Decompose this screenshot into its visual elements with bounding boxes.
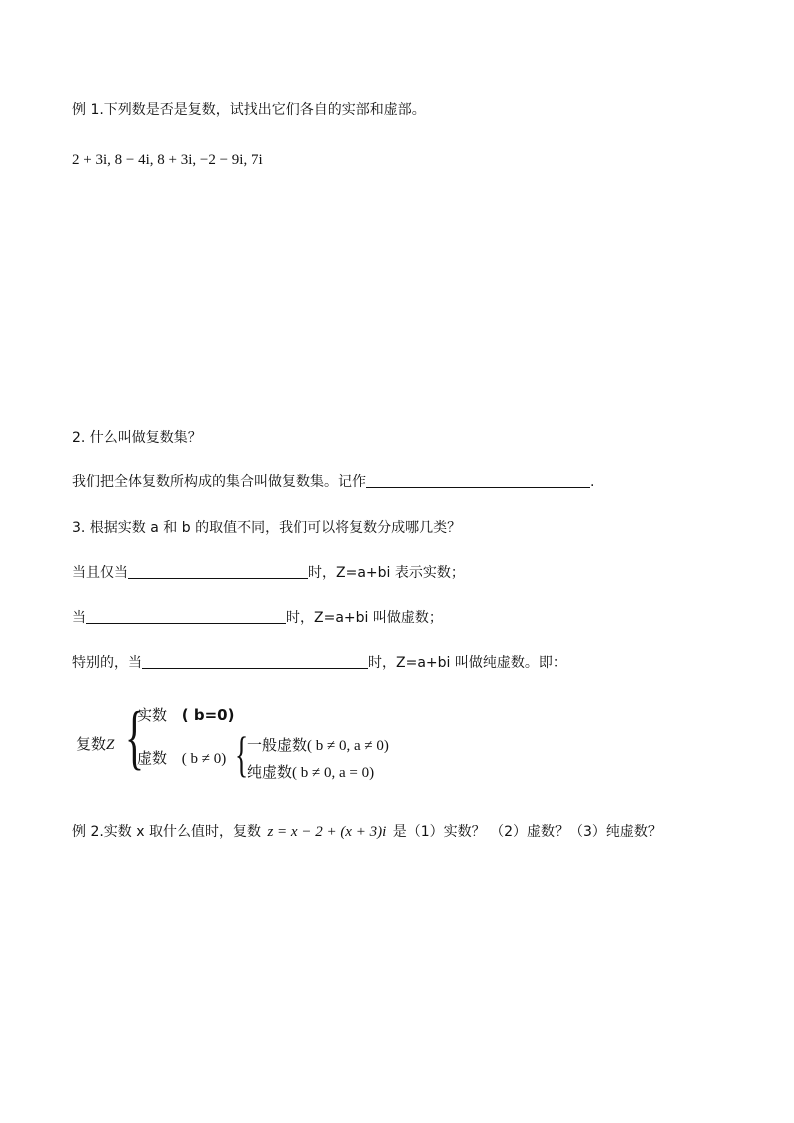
q3-title: 3. 根据实数 a 和 b 的取值不同，我们可以将复数分成哪几类？ — [72, 520, 462, 536]
example2-formula: z = x − 2 + (x + 3)i — [267, 824, 387, 840]
q3-line1 — [72, 563, 465, 583]
q3-line3-pre: 特别的，当 — [72, 655, 142, 671]
q3-line2-pre: 当 — [72, 610, 86, 626]
q2-blank[interactable] — [366, 472, 590, 488]
root-label: 复数Z — [76, 735, 115, 753]
q3-line3-blank[interactable] — [142, 653, 368, 669]
example2-post: 是（1）实数？ （2）虚数？（3）纯虚数？ — [392, 824, 662, 840]
q2-title: 2. 什么叫做复数集？ — [72, 430, 202, 446]
imag-branch: 虚数 ( b ≠ 0) — [137, 749, 227, 767]
real-branch: 实数 ( b=0) — [137, 706, 235, 724]
q3-line1-post: 时，Z=a+bi 表示实数； — [308, 565, 465, 581]
q3-line1-blank[interactable] — [128, 563, 308, 579]
q3-line3-post: 时，Z=a+bi 叫做纯虚数。即： — [368, 655, 567, 671]
q3-line2-blank[interactable] — [86, 608, 286, 624]
brace-outer: { — [125, 697, 145, 777]
q3-line2-post: 时，Z=a+bi 叫做虚数； — [286, 610, 443, 626]
general-imag-branch: 一般虚数( b ≠ 0, a ≠ 0) — [247, 736, 389, 754]
example1-title: 例 1.下列数是否是复数，试找出它们各自的实部和虚部。 — [72, 102, 426, 118]
q3-line1-pre: 当且仅当 — [72, 565, 128, 581]
example2-pre: 例 2.实数 x 取什么值时，复数 — [72, 824, 261, 840]
q2-statement — [72, 472, 594, 492]
example2 — [72, 822, 662, 842]
q3-line2 — [72, 608, 443, 628]
brace-inner: { — [235, 726, 249, 782]
q2-text: 我们把全体复数所构成的集合叫做复数集。记作 — [72, 474, 366, 490]
q2-end: . — [590, 474, 595, 490]
example1-numbers: 2 + 3i, 8 − 4i, 8 + 3i, −2 − 9i, 7i — [72, 152, 263, 168]
pure-imag-branch: 纯虚数( b ≠ 0, a = 0) — [247, 763, 375, 781]
q3-line3 — [72, 653, 567, 673]
